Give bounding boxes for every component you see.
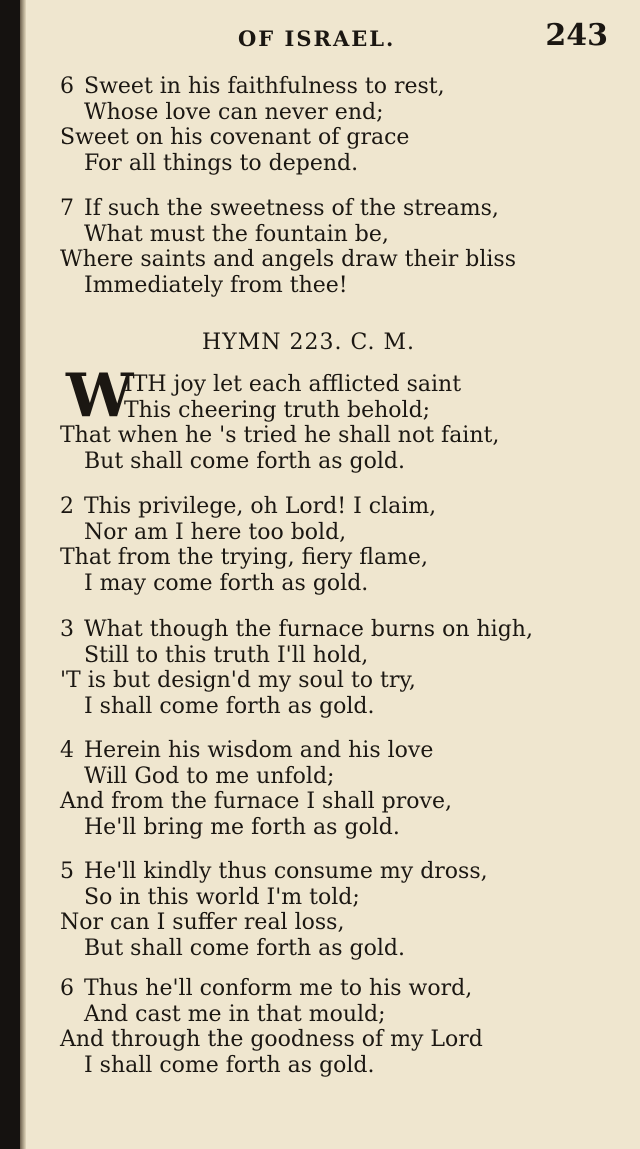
verse-line: Nor am I here too bold,	[84, 519, 347, 545]
verse-line: What though the furnace burns on high,	[84, 617, 533, 642]
hymnal-page	[26, 0, 640, 1149]
running-head: OF ISRAEL.	[238, 26, 396, 51]
hymn-title: HYMN 223. C. M.	[202, 330, 416, 355]
verse-line: That from the trying, fiery flame,	[60, 545, 428, 571]
verse-line: That when he 's tried he shall not faint,	[60, 423, 500, 448]
verse-line: And through the goodness of my Lord	[60, 1027, 483, 1053]
stanza-number: 4	[60, 738, 74, 763]
verse-line: Herein his wisdom and his love	[84, 738, 434, 763]
verse-line: Will God to me unfold;	[84, 763, 335, 789]
verse-line: 'T is but design'd my soul to try,	[60, 668, 416, 694]
stanza-number: 3	[60, 617, 74, 642]
stanza	[60, 74, 445, 176]
verse-line: And from the furnace I shall prove,	[60, 789, 452, 815]
verse-line: And cast me in that mould;	[84, 1001, 386, 1027]
stanza	[60, 738, 452, 840]
verse-line: Immediately from thee!	[84, 272, 348, 298]
stanza-number: 7	[60, 196, 74, 221]
verse-line: Thus he'll conform me to his word,	[84, 976, 473, 1001]
verse-line: ITH joy let each afflicted saint	[124, 372, 462, 397]
verse-line: This cheering truth behold;	[124, 397, 431, 423]
verse-line: I may come forth as gold.	[84, 570, 369, 596]
verse-line: But shall come forth as gold.	[84, 935, 405, 961]
verse-line: He'll bring me forth as gold.	[84, 814, 400, 840]
stanza-number: 6	[60, 74, 74, 99]
book-spine	[0, 0, 20, 1149]
verse-line: Nor can I suffer real loss,	[60, 910, 345, 936]
stanza	[60, 617, 533, 719]
stanza-number: 2	[60, 494, 74, 519]
verse-line: This privilege, oh Lord! I claim,	[84, 494, 437, 519]
first-stanza-continued	[60, 423, 499, 474]
verse-line: He'll kindly thus consume my dross,	[84, 859, 488, 884]
verse-line: I shall come forth as gold.	[84, 1052, 375, 1078]
stanza	[60, 494, 436, 596]
stanza	[60, 196, 516, 298]
verse-line: Still to this truth I'll hold,	[84, 642, 369, 668]
verse-line: So in this world I'm told;	[84, 884, 360, 910]
first-stanza	[124, 372, 461, 423]
stanza-number: 6	[60, 976, 74, 1001]
verse-line: Sweet on his covenant of grace	[60, 125, 410, 151]
stanza-number: 5	[60, 859, 74, 884]
verse-line: But shall come forth as gold.	[84, 448, 405, 474]
verse-line: Whose love can never end;	[84, 99, 384, 125]
drop-cap: W	[66, 361, 134, 431]
page-number: 243	[545, 18, 608, 53]
verse-line: If such the sweetness of the streams,	[84, 196, 499, 221]
verse-line: Where saints and angels draw their bliss	[60, 247, 516, 273]
stanza	[60, 976, 483, 1078]
stanza	[60, 859, 488, 961]
verse-line: Sweet in his faithfulness to rest,	[84, 74, 445, 99]
verse-line: For all things to depend.	[84, 150, 359, 176]
verse-line: What must the fountain be,	[84, 221, 389, 247]
verse-line: I shall come forth as gold.	[84, 693, 375, 719]
